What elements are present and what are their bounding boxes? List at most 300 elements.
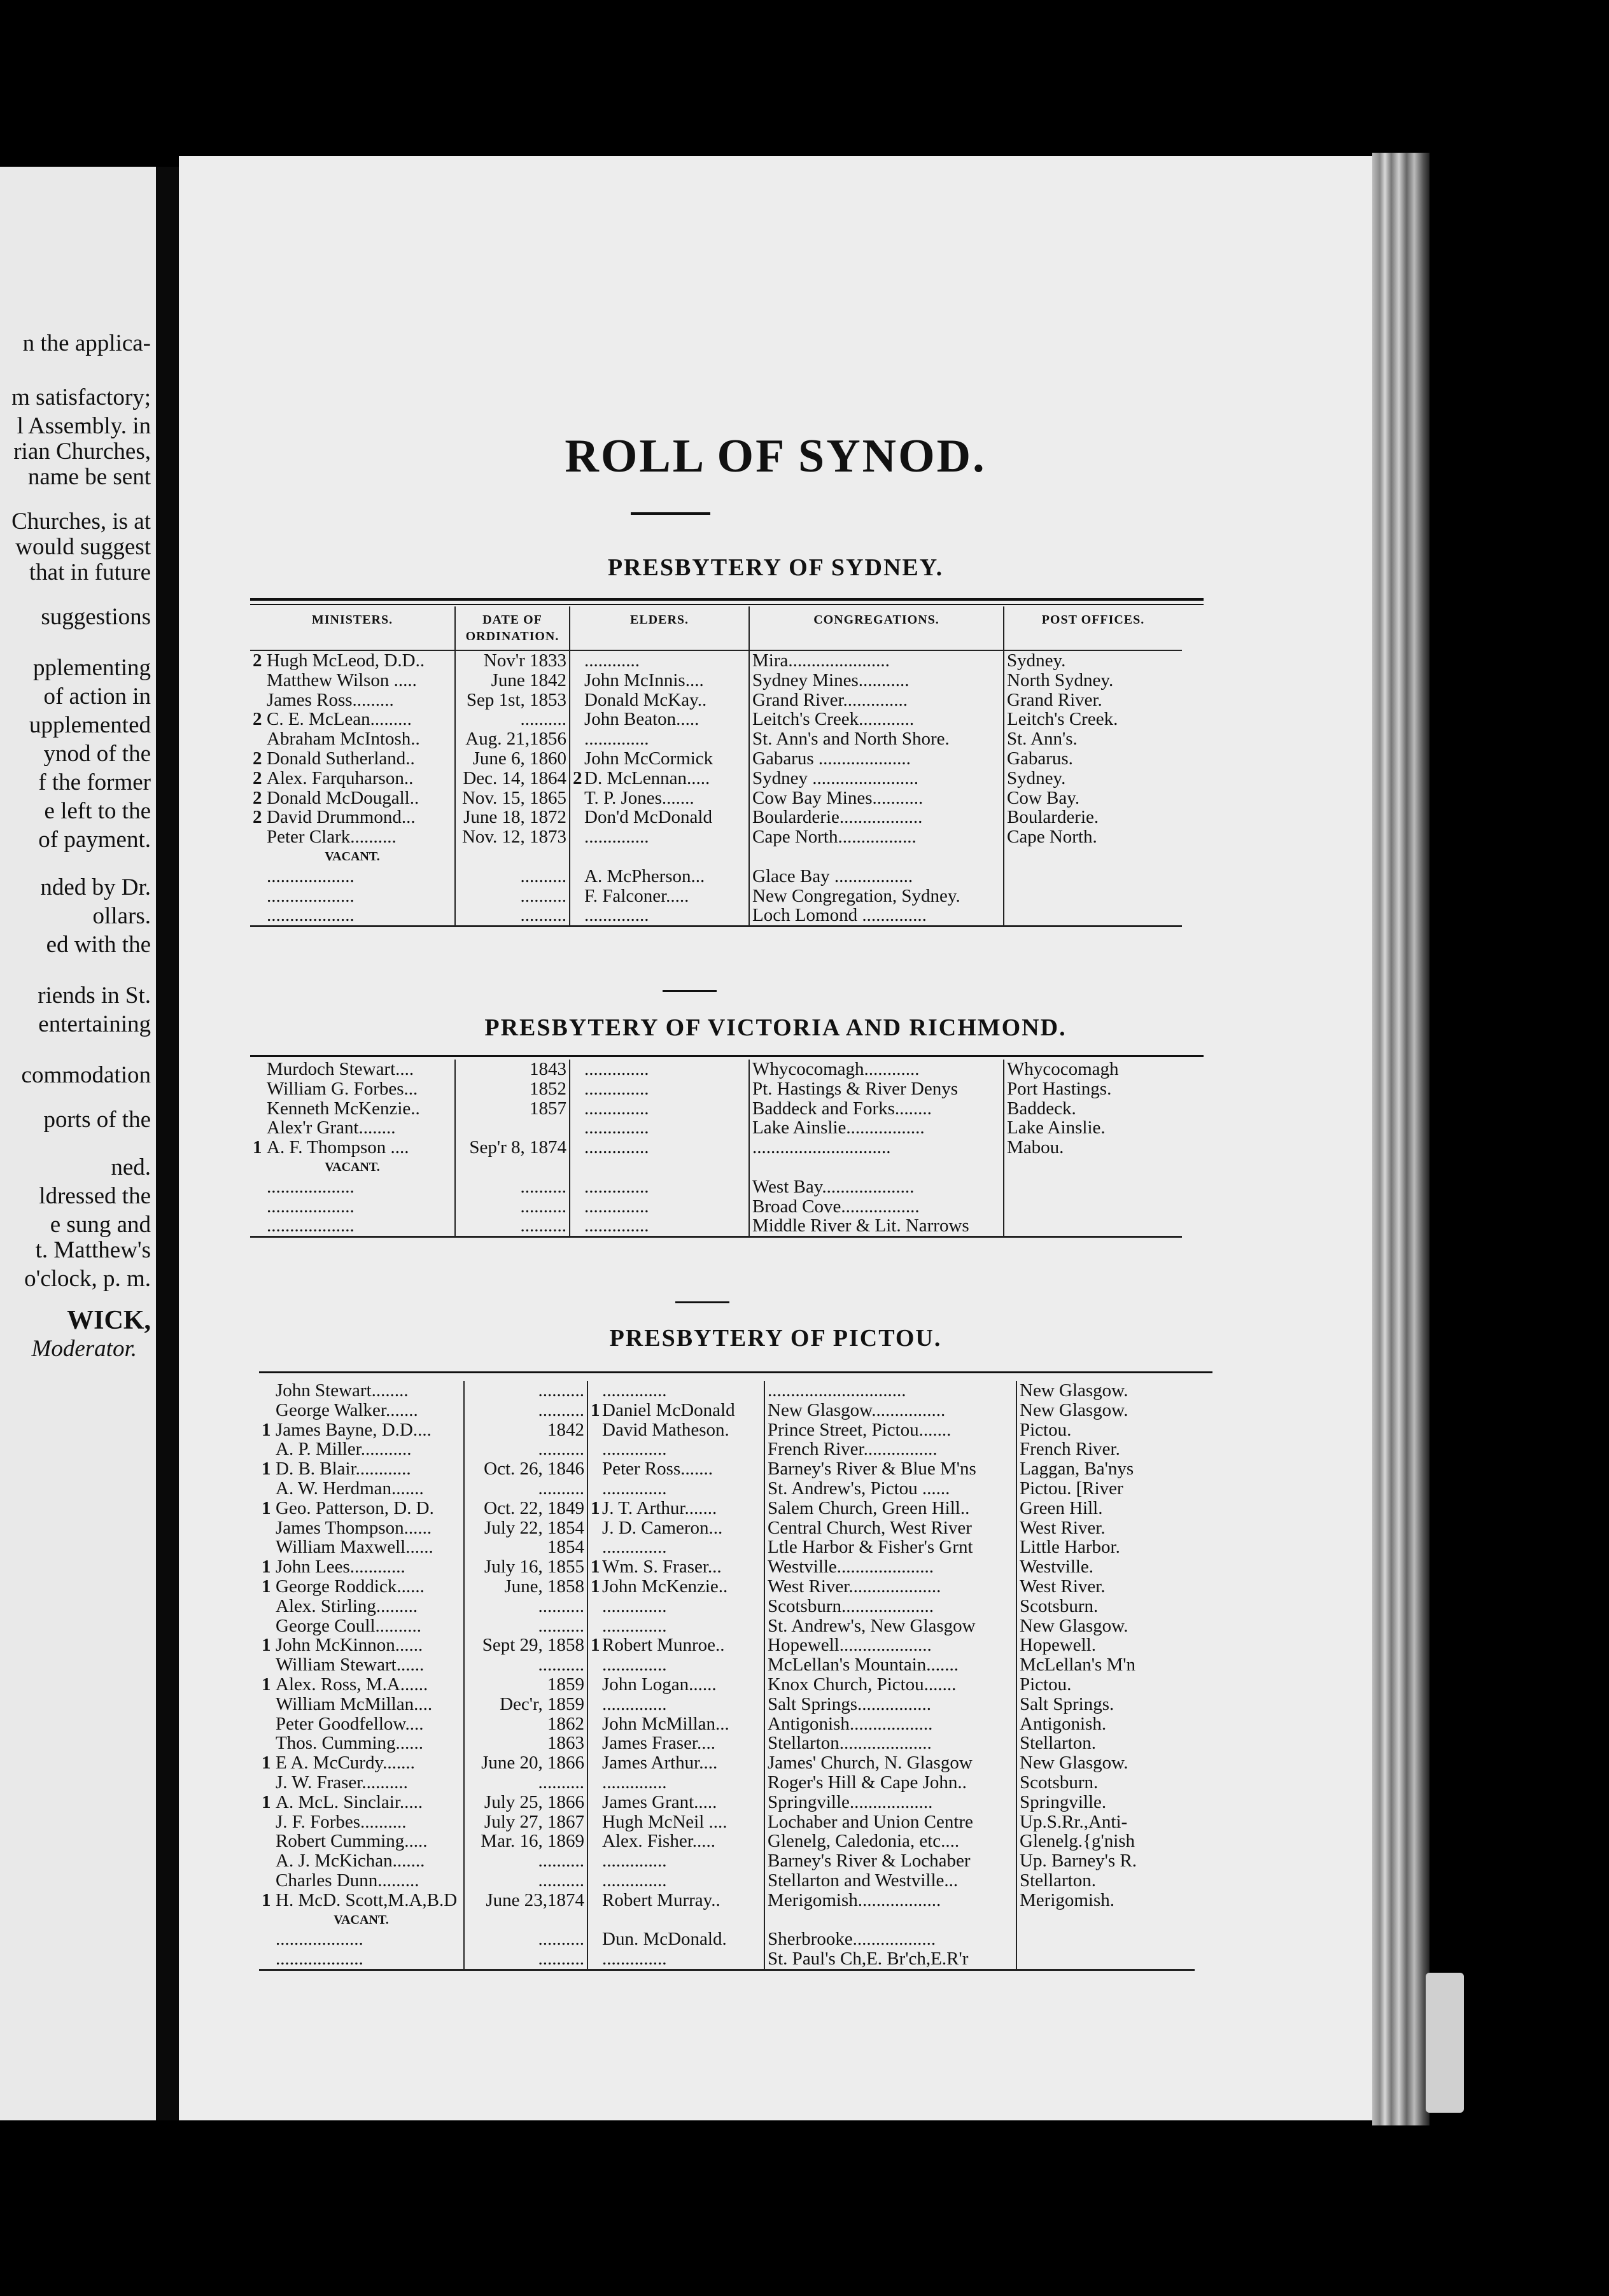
roll-row [250, 769, 1182, 788]
elder-name: .............. [602, 1772, 667, 1793]
roll-row [250, 847, 1182, 867]
ordination-date: Oct. 22, 1849 [464, 1499, 587, 1518]
congregation-cell: Pt. Hastings & River Denys [749, 1079, 1004, 1099]
elder-cell [587, 1401, 764, 1420]
minister-name: C. E. McLean......... [267, 710, 412, 730]
minister-cell [250, 1197, 455, 1217]
ordination-date: .......... [455, 886, 570, 906]
post-office-cell: West River. [1016, 1518, 1195, 1538]
post-office-cell: Port Hastings. [1004, 1079, 1182, 1099]
minister-cell [259, 1557, 464, 1577]
elder-name: Peter Ross....... [602, 1459, 713, 1479]
congregation-cell: Boularderie.................. [749, 808, 1004, 827]
congregation-cell [764, 1910, 1016, 1930]
minister-name: Donald McDougall.. [267, 788, 419, 808]
facing-page-line: ollars. [92, 903, 151, 929]
minister-cell [259, 1479, 464, 1499]
minister-cell [259, 1812, 464, 1832]
congregation-cell: Salem Church, Green Hill.. [764, 1499, 1016, 1518]
elder-cell [587, 1635, 764, 1655]
elder-cell [570, 1158, 749, 1177]
roll-row [259, 1420, 1195, 1440]
ordination-date: .......... [455, 710, 570, 729]
ordination-date: .......... [464, 1773, 587, 1793]
minister-count: 1 [262, 1420, 271, 1440]
elder-cell [587, 1753, 764, 1773]
minister-cell [259, 1733, 464, 1753]
elder-name: James Arthur.... [602, 1753, 718, 1773]
facing-page-line: Moderator. [31, 1336, 137, 1362]
minister-name: ................... [267, 1196, 355, 1217]
elder-name: .............. [602, 1478, 667, 1499]
minister-name: George Walker....... [276, 1400, 418, 1420]
elder-name: .............. [584, 1060, 649, 1079]
roll-row [259, 1851, 1195, 1871]
facing-page-line: Churches, is at [11, 508, 151, 535]
congregation-cell: Cape North................. [749, 827, 1004, 847]
post-office-cell [1004, 1216, 1182, 1236]
minister-name: Donald Sutherland.. [267, 748, 415, 769]
ordination-date: Sept 29, 1858 [464, 1635, 587, 1655]
minister-name: Thos. Cumming...... [276, 1733, 424, 1754]
roll-row [259, 1773, 1195, 1793]
minister-count: 1 [262, 1576, 271, 1597]
post-office-cell: New Glasgow. [1016, 1753, 1195, 1773]
minister-name: D. B. Blair............ [276, 1459, 411, 1479]
post-office-cell: Pictou. [1016, 1420, 1195, 1440]
roll-row [250, 1177, 1182, 1197]
elder-cell [587, 1714, 764, 1734]
minister-name: Alex. Farquharson.. [267, 768, 414, 788]
minister-name: A. P. Miller........... [276, 1439, 412, 1460]
facing-page-line: would suggest [15, 534, 151, 560]
minister-cell [250, 906, 455, 926]
minister-cell [259, 1891, 464, 1910]
ordination-date: .......... [464, 1439, 587, 1459]
facing-page-line: of action in [43, 683, 151, 710]
minister-cell [259, 1714, 464, 1734]
elder-name: .............. [602, 1870, 667, 1891]
roll-row [259, 1871, 1195, 1891]
minister-cell [259, 1616, 464, 1636]
facing-page-line: t. Matthew's [35, 1237, 151, 1263]
elder-name: .............. [584, 1216, 649, 1236]
congregation-cell: McLellan's Mountain....... [764, 1655, 1016, 1675]
elder-cell [570, 1197, 749, 1217]
roll-row [259, 1812, 1195, 1832]
roll-row [259, 1831, 1195, 1851]
minister-name: James Thompson...... [276, 1518, 432, 1538]
minister-cell [250, 886, 455, 906]
minister-name: A. W. Herdman....... [276, 1478, 424, 1499]
roll-row [250, 808, 1182, 827]
elder-name: Don'd McDonald [584, 808, 712, 828]
congregation-cell: Lochaber and Union Centre [764, 1812, 1016, 1832]
ordination-date: 1854 [464, 1537, 587, 1557]
congregation-cell: Middle River & Lit. Narrows [749, 1216, 1004, 1236]
elder-cell [587, 1459, 764, 1479]
ordination-date: .......... [464, 1381, 587, 1401]
elder-cell [587, 1420, 764, 1440]
elder-name: John Beaton..... [584, 710, 699, 730]
elder-name: .............. [584, 1177, 649, 1197]
ordination-date: Dec'r, 1859 [464, 1695, 587, 1714]
post-office-cell: Green Hill. [1016, 1499, 1195, 1518]
ordination-date: .......... [455, 1177, 570, 1197]
congregation-cell: French River................ [764, 1439, 1016, 1459]
roll-row [250, 886, 1182, 906]
elder-cell [587, 1499, 764, 1518]
sydney-top-rule [250, 598, 1204, 601]
post-office-cell: Baddeck. [1004, 1099, 1182, 1119]
page-edges [1372, 153, 1430, 2125]
elder-cell [587, 1557, 764, 1577]
ordination-date: 1842 [464, 1420, 587, 1440]
facing-page [0, 167, 156, 2120]
post-office-cell [1016, 1949, 1195, 1970]
post-office-cell: Lake Ainslie. [1004, 1118, 1182, 1138]
elder-name: John McKenzie.. [602, 1576, 728, 1597]
minister-cell [259, 1851, 464, 1871]
minister-count: 1 [262, 1459, 271, 1479]
post-office-cell: Leitch's Creek. [1004, 710, 1182, 729]
elder-cell [570, 847, 749, 867]
roll-row [259, 1635, 1195, 1655]
roll-row [250, 788, 1182, 808]
presbytery-victoria-table [250, 1060, 1182, 1238]
minister-cell [250, 808, 455, 827]
minister-name: Kenneth McKenzie.. [267, 1098, 420, 1119]
elder-cell [587, 1439, 764, 1459]
presbytery-pictou-heading: PRESBYTERY OF PICTOU. [609, 1325, 942, 1352]
elder-cell [570, 1138, 749, 1158]
elder-name: Hugh McNeil .... [602, 1812, 727, 1832]
congregation-cell: Sydney Mines........... [749, 671, 1004, 690]
elder-cell [570, 650, 749, 671]
elder-cell [587, 1616, 764, 1636]
minister-cell [259, 1518, 464, 1538]
congregation-cell: St. Paul's Ch,E. Br'ch,E.R'r [764, 1949, 1016, 1970]
minister-name: ................... [267, 886, 355, 906]
elder-name: T. P. Jones....... [584, 788, 694, 808]
congregation-cell [749, 847, 1004, 867]
page-title: ROLL OF SYNOD. [565, 430, 987, 482]
minister-cell [259, 1420, 464, 1440]
elder-name: J. D. Cameron... [602, 1518, 723, 1538]
ordination-date: Nov'r 1833 [455, 650, 570, 671]
facing-page-line: name be sent [27, 464, 151, 490]
minister-cell [250, 749, 455, 769]
congregation-cell: Central Church, West River [764, 1518, 1016, 1538]
post-office-cell: Cow Bay. [1004, 788, 1182, 808]
elder-name: Donald McKay.. [584, 690, 707, 710]
minister-name: Peter Goodfellow.... [276, 1714, 424, 1734]
congregation-cell: New Congregation, Sydney. [749, 886, 1004, 906]
congregation-cell: Grand River.............. [749, 690, 1004, 710]
post-office-cell: Cape North. [1004, 827, 1182, 847]
minister-cell [259, 1635, 464, 1655]
roll-row [250, 1118, 1182, 1138]
congregation-cell: Barney's River & Lochaber [764, 1851, 1016, 1871]
elder-name: David Matheson. [602, 1420, 729, 1440]
elder-name: D. McLennan..... [584, 768, 710, 788]
congregation-cell: Stellarton.................... [764, 1733, 1016, 1753]
minister-name: Charles Dunn......... [276, 1870, 419, 1891]
elder-name: .............. [602, 1596, 667, 1616]
elder-name: John McCormick [584, 748, 713, 769]
minister-cell [250, 867, 455, 886]
roll-row [259, 1577, 1195, 1597]
minister-cell [250, 1158, 455, 1177]
minister-cell [250, 1177, 455, 1197]
facing-page-line: riends in St. [38, 983, 151, 1009]
facing-page-line: upplemented [29, 712, 151, 738]
elder-cell [587, 1891, 764, 1910]
elder-cell [587, 1910, 764, 1930]
minister-name: ................... [267, 866, 355, 886]
elder-name: John McMillan... [602, 1714, 729, 1734]
minister-cell [250, 769, 455, 788]
congregation-cell: West Bay.................... [749, 1177, 1004, 1197]
roll-row [259, 1655, 1195, 1675]
ordination-date [464, 1910, 587, 1930]
facing-page-line: e left to the [44, 798, 151, 824]
elder-cell [570, 827, 749, 847]
roll-row [259, 1616, 1195, 1636]
minister-cell [259, 1577, 464, 1597]
col-elders: ELDERS. [570, 606, 749, 650]
roll-row [259, 1910, 1195, 1930]
minister-cell [250, 827, 455, 847]
minister-name: ................... [276, 1949, 363, 1970]
elder-cell [570, 769, 749, 788]
minister-name: ................... [267, 1216, 355, 1236]
minister-cell [250, 710, 455, 729]
elder-cell [587, 1655, 764, 1675]
roll-row [259, 1439, 1195, 1459]
col-congregations: CONGREGATIONS. [749, 606, 1004, 650]
post-office-cell: New Glasgow. [1016, 1616, 1195, 1636]
roll-row [259, 1381, 1195, 1401]
minister-cell [250, 1216, 455, 1236]
minister-name: A. J. McKichan....... [276, 1851, 425, 1871]
ordination-date: .......... [464, 1597, 587, 1616]
elder-cell [587, 1812, 764, 1832]
post-office-cell: Pictou. [1016, 1675, 1195, 1695]
minister-cell [250, 1060, 455, 1079]
congregation-cell: St. Ann's and North Shore. [749, 729, 1004, 749]
elder-count: 2 [573, 768, 582, 788]
minister-cell [259, 1695, 464, 1714]
ordination-date: .......... [464, 1479, 587, 1499]
elder-cell [570, 1118, 749, 1138]
elder-name: John Logan...... [602, 1674, 717, 1695]
roll-row [259, 1793, 1195, 1812]
minister-cell [250, 650, 455, 671]
congregation-cell: Knox Church, Pictou....... [764, 1675, 1016, 1695]
minister-name: George Coull.......... [276, 1616, 422, 1636]
minister-name: ................... [267, 1177, 355, 1197]
elder-name: Wm. S. Fraser... [602, 1557, 722, 1577]
elder-name: .............. [584, 906, 649, 926]
roll-row [259, 1733, 1195, 1753]
post-office-cell [1004, 906, 1182, 926]
elder-name: .............. [584, 1118, 649, 1138]
facing-page-line: ynod of the [43, 741, 151, 767]
roll-row [250, 749, 1182, 769]
elder-name: .............. [602, 1439, 667, 1460]
post-office-cell: Boularderie. [1004, 808, 1182, 827]
ordination-date: .......... [464, 1401, 587, 1420]
facing-page-line: o'clock, p. m. [24, 1266, 151, 1292]
minister-count: 1 [262, 1635, 271, 1656]
ordination-date: Nov. 12, 1873 [455, 827, 570, 847]
congregation-cell: .............................. [749, 1138, 1004, 1158]
post-office-cell: Up. Barney's R. [1016, 1851, 1195, 1871]
elder-cell [587, 1381, 764, 1401]
elder-cell [570, 867, 749, 886]
section-rule [675, 1301, 729, 1303]
ordination-date: .......... [455, 867, 570, 886]
ordination-date: Sep 1st, 1853 [455, 690, 570, 710]
elder-name: J. T. Arthur....... [602, 1498, 717, 1518]
minister-cell [250, 847, 455, 867]
congregation-cell: Leitch's Creek............ [749, 710, 1004, 729]
roll-row [250, 1099, 1182, 1119]
facing-page-line: nded by Dr. [40, 874, 151, 900]
congregation-cell: Glace Bay ................. [749, 867, 1004, 886]
elder-cell [587, 1831, 764, 1851]
ordination-date: .......... [464, 1949, 587, 1970]
minister-cell [259, 1459, 464, 1479]
ordination-date: .......... [464, 1851, 587, 1871]
facing-page-line: WICK, [67, 1306, 151, 1335]
minister-cell [259, 1655, 464, 1675]
elder-cell [570, 1079, 749, 1099]
minister-name: J. W. Fraser.......... [276, 1772, 408, 1793]
minister-cell [259, 1753, 464, 1773]
facing-page-line: commodation [21, 1062, 151, 1088]
roll-row [250, 671, 1182, 690]
roll-row [250, 827, 1182, 847]
ordination-date: 1863 [464, 1733, 587, 1753]
congregation-cell: St. Andrew's, Pictou ...... [764, 1479, 1016, 1499]
minister-name: ................... [267, 906, 355, 926]
post-office-cell: McLellan's M'n [1016, 1655, 1195, 1675]
minister-name: John McKinnon...... [276, 1635, 423, 1656]
ordination-date: June 6, 1860 [455, 749, 570, 769]
ordination-date [455, 1158, 570, 1177]
congregation-cell: Springville.................. [764, 1793, 1016, 1812]
post-office-cell: St. Ann's. [1004, 729, 1182, 749]
congregation-cell: .............................. [764, 1381, 1016, 1401]
facing-page-line: e sung and [50, 1212, 151, 1238]
elder-name: James Grant..... [602, 1792, 717, 1812]
congregation-cell: Antigonish.................. [764, 1714, 1016, 1734]
ordination-date: .......... [464, 1655, 587, 1675]
minister-name: James Ross......... [267, 690, 394, 710]
facing-page-line: f the former [38, 769, 151, 795]
col-date: DATE OF ORDINATION. [455, 606, 570, 650]
post-office-cell [1004, 867, 1182, 886]
minister-count: 1 [262, 1557, 271, 1577]
ordination-date: Nov. 15, 1865 [455, 788, 570, 808]
elder-name: Daniel McDonald [602, 1400, 735, 1420]
minister-cell [259, 1499, 464, 1518]
col-ministers: MINISTERS. [250, 606, 455, 650]
minister-count: 1 [262, 1890, 271, 1910]
presbytery-sydney-heading: PRESBYTERY OF SYDNEY. [607, 554, 944, 581]
minister-cell [259, 1597, 464, 1616]
roll-row [259, 1499, 1195, 1518]
post-office-cell: West River. [1016, 1577, 1195, 1597]
roll-row [259, 1557, 1195, 1577]
ordination-date: June, 1858 [464, 1577, 587, 1597]
elder-name: James Fraser.... [602, 1733, 715, 1754]
elder-cell [587, 1773, 764, 1793]
minister-name: Abraham McIntosh.. [267, 729, 420, 749]
facing-page-line: rian Churches, [13, 438, 151, 465]
elder-name: .............. [584, 1079, 649, 1099]
elder-name: F. Falconer..... [584, 886, 689, 906]
minister-cell [259, 1537, 464, 1557]
post-office-cell: Sydney. [1004, 769, 1182, 788]
congregation-cell: Broad Cove................. [749, 1197, 1004, 1217]
roll-table [259, 1381, 1195, 1971]
post-office-cell: Little Harbor. [1016, 1537, 1195, 1557]
elder-cell [587, 1597, 764, 1616]
elder-cell [587, 1675, 764, 1695]
roll-row [259, 1479, 1195, 1499]
ordination-date: June 18, 1872 [455, 808, 570, 827]
ordination-date: .......... [455, 1197, 570, 1217]
facing-page-line: ldressed the [39, 1183, 151, 1209]
ordination-date: .......... [455, 1216, 570, 1236]
elder-cell [587, 1577, 764, 1597]
roll-row [259, 1753, 1195, 1773]
roll-row [250, 906, 1182, 926]
minister-name: Matthew Wilson ..... [267, 670, 417, 690]
minister-name: Peter Clark.......... [267, 827, 397, 847]
minister-name: John Lees............ [276, 1557, 405, 1577]
facing-page-line: that in future [29, 559, 151, 585]
minister-name: J. F. Forbes.......... [276, 1812, 407, 1832]
congregation-cell: Sherbrooke.................. [764, 1929, 1016, 1949]
minister-name: Alex'r Grant........ [267, 1118, 396, 1138]
elder-name: .............. [584, 729, 649, 749]
minister-name: Murdoch Stewart.... [267, 1060, 414, 1079]
elder-cell [570, 788, 749, 808]
minister-cell [250, 729, 455, 749]
minister-name: A. F. Thompson .... [267, 1138, 409, 1158]
minister-name: William G. Forbes... [267, 1079, 418, 1099]
sydney-top-rule-2 [250, 604, 1204, 605]
minister-name: Geo. Patterson, D. D. [276, 1498, 434, 1518]
minister-name: Alex. Ross, M.A...... [276, 1674, 428, 1695]
roll-row [259, 1891, 1195, 1910]
elder-cell [570, 906, 749, 926]
ordination-date: Aug. 21,1856 [455, 729, 570, 749]
congregation-cell: Hopewell.................... [764, 1635, 1016, 1655]
minister-count: 2 [253, 768, 262, 788]
elder-cell [570, 1060, 749, 1079]
elder-cell [570, 671, 749, 690]
post-office-cell: Antigonish. [1016, 1714, 1195, 1734]
post-office-cell [1004, 847, 1182, 867]
congregation-cell: St. Andrew's, New Glasgow [764, 1616, 1016, 1636]
elder-cell [570, 1177, 749, 1197]
elder-name: Dun. McDonald. [602, 1929, 727, 1950]
